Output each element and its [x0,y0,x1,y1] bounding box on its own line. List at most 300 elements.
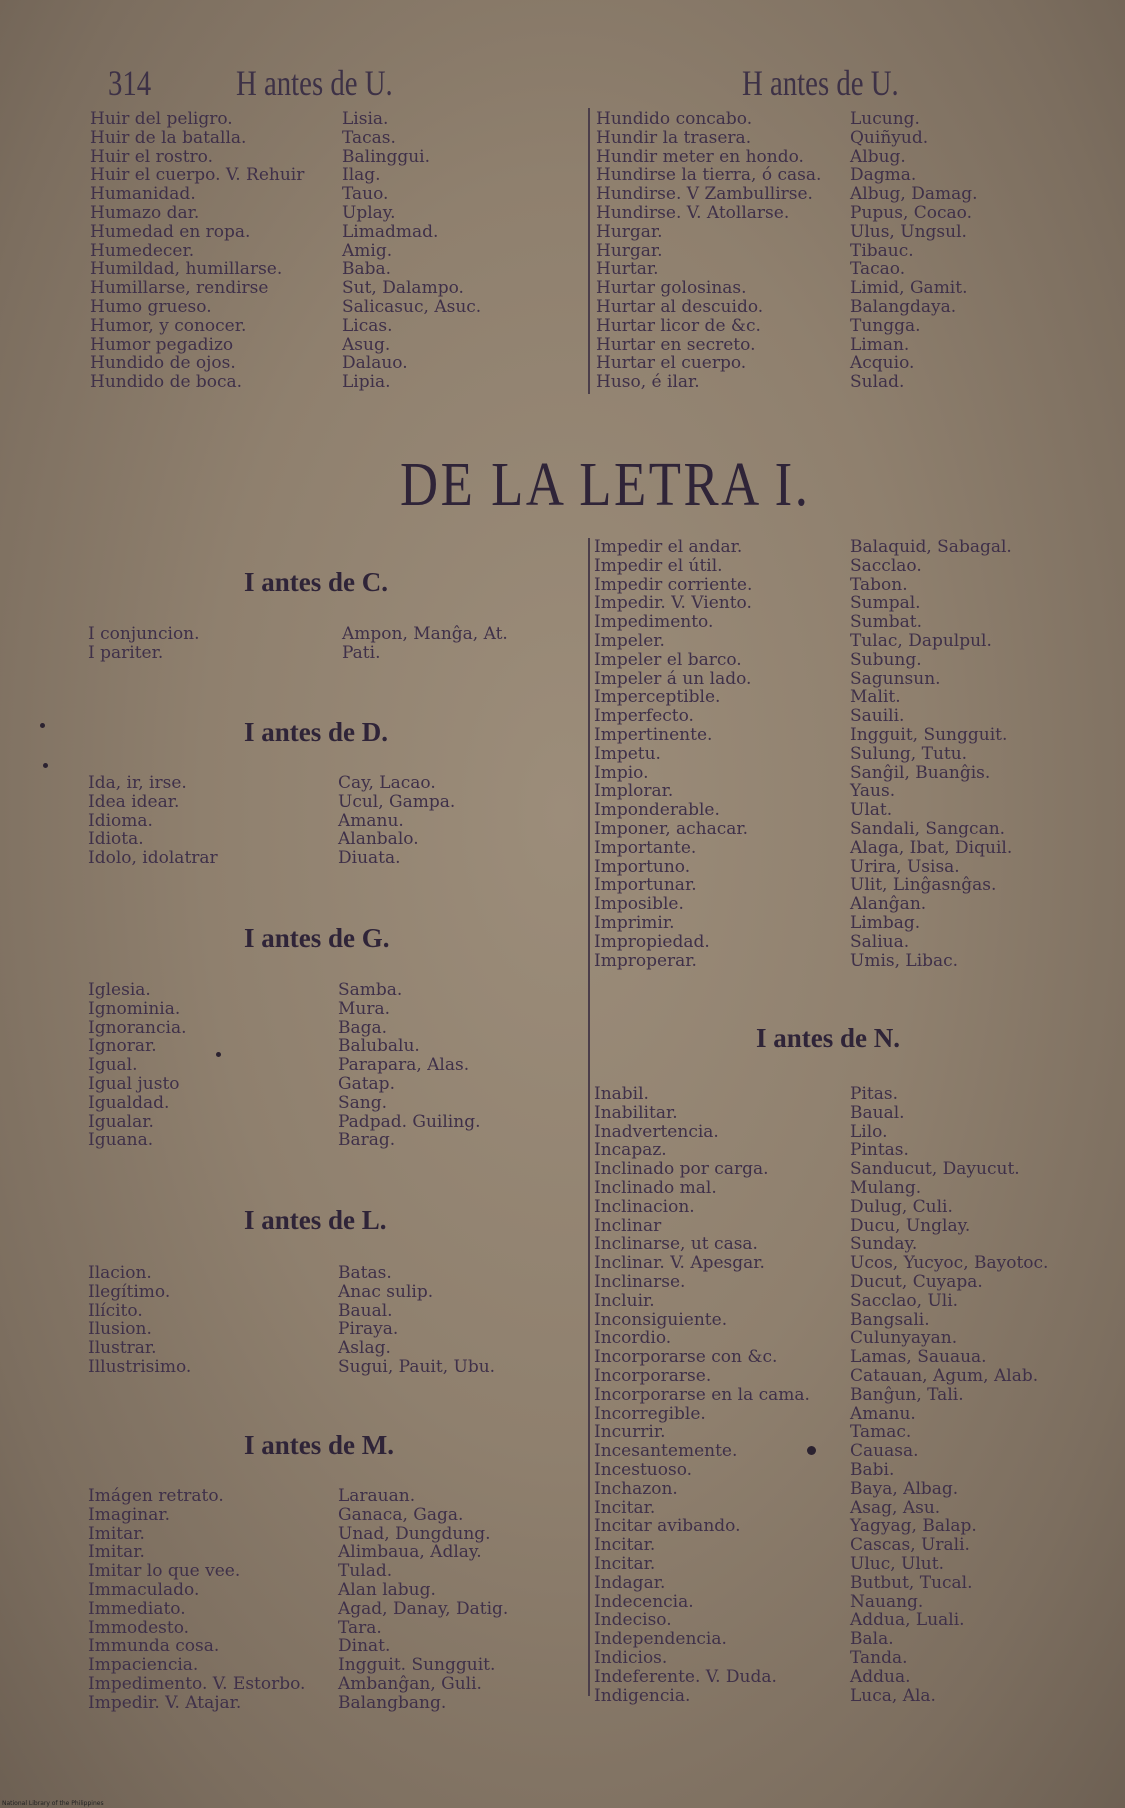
entry-translation: Alan labug. [338,1579,436,1600]
entry-row [88,830,578,849]
entry-translation: Ilag. [342,165,381,186]
entry-translation: Tamac. [850,1422,912,1443]
entry-row [594,557,1114,576]
entry-term: Indeciso. [594,1610,672,1631]
entry-translation: Urira, Usisa. [850,856,960,877]
entry-term: Indicios. [594,1647,668,1668]
entry-row [594,726,1114,745]
entry-translation: Tacas. [342,127,396,148]
entry-row [594,1311,1114,1330]
library-footer: National Library of the Philippines [2,1800,104,1807]
entry-term: Importunar. [594,875,697,896]
entry-term: Imponderable. [594,800,720,821]
entry-row [594,688,1114,707]
entry-row [90,223,580,242]
entry-term: Indecencia. [594,1591,694,1612]
entry-translation: Luca, Ala. [850,1685,936,1706]
entry-row [594,651,1114,670]
entry-translation: Banĝun, Tali. [850,1384,964,1405]
heading-i-antes-de-n: I antes de N. [756,1023,901,1053]
entry-row [594,613,1114,632]
entry-term: Iglesia. [88,980,151,1000]
entry-translation: Quiñyud. [850,127,929,148]
entry-term: Hurtar en secreto. [596,334,756,355]
entry-translation: Liman. [850,334,910,355]
entry-translation: Malit. [850,687,901,708]
entry-translation: Lilo. [850,1121,888,1142]
section-m-entries [88,1487,578,1713]
entry-term: Incitar avibando. [594,1516,741,1537]
entry-translation: Lamas, Sauaua. [850,1347,987,1368]
entry-term: Hundir la trasera. [596,127,752,148]
entry-translation: Amanu. [338,810,404,831]
letter-title: DE LA LETRA I. [400,451,811,519]
entry-row [88,1619,578,1638]
entry-translation: Licas. [342,315,393,336]
entry-term: Inclinarse, ut casa. [594,1234,758,1255]
entry-row [88,625,578,644]
entry-translation: Asug. [342,334,391,355]
entry-translation: Addua. [850,1666,911,1687]
entry-translation: Ambanĝan, Guli. [338,1673,482,1694]
entry-term: Importante. [594,837,697,858]
entry-row [594,820,1114,839]
entry-row [88,1019,578,1038]
entry-term: Impio. [594,762,649,783]
entry-term: Impeler. [594,630,665,651]
entry-term: Indigencia. [594,1685,691,1706]
entry-row [594,707,1114,726]
entry-translation: Tabon. [850,574,908,595]
entry-term: Hurtar. [596,259,659,280]
entry-term: Humor pegadizo [90,334,234,355]
entry-translation: Pati. [342,642,381,663]
section-m-continued-entries [594,538,1114,970]
entry-translation: Gatap. [338,1073,395,1094]
entry-translation: Cascas, Urali. [850,1535,970,1556]
entry-row [88,1264,578,1283]
ink-speck [40,723,45,728]
entry-row [594,632,1114,651]
entry-row [594,1555,1114,1574]
entry-term: Igualdad. [88,1092,170,1113]
entry-row [594,1235,1114,1254]
entry-translation: Uplay. [342,202,396,223]
entry-translation: Addua, Luali. [850,1610,965,1631]
entry-translation: Baual. [338,1300,393,1321]
entry-term: Ignominia. [88,998,181,1019]
entry-translation: Sanĝil, Buanĝis. [850,762,991,783]
entry-term: Impeler el barco. [594,649,742,670]
entry-row [594,1442,1114,1461]
entry-term: Imitar. [88,1523,145,1544]
entry-term: Ilustrar. [88,1338,157,1359]
entry-term: Inclinado mal. [594,1177,717,1198]
entry-translation: Unad, Dungdung. [338,1523,491,1544]
entry-translation: Balinggui. [342,146,431,167]
entry-translation: Subung. [850,649,922,670]
entry-row [594,933,1114,952]
entry-row [88,1694,578,1713]
entry-row [596,354,1116,373]
entry-translation: Bangsali. [850,1309,930,1330]
entry-term: Huir el cuerpo. V. Rehuir [90,165,305,186]
entry-row [594,1254,1114,1273]
entry-translation: Alaga, Ibat, Diquil. [850,837,1013,858]
entry-term: Hundido concabo. [596,109,753,129]
entry-translation: Limbag. [850,912,921,933]
entry-row [594,1273,1114,1292]
entry-translation: Lipia. [342,372,391,393]
entry-translation: Pitas. [850,1084,898,1104]
entry-translation: Sunday. [850,1234,918,1255]
entry-translation: Alanĝan. [850,894,927,915]
entry-translation: Sumpal. [850,593,921,614]
entry-translation: Sumbat. [850,612,922,633]
entry-row [596,129,1116,148]
entry-term: Incesantemente. [594,1441,738,1462]
entry-translation: Sacclao. [850,555,922,576]
entry-term: Importuno. [594,856,691,877]
entry-translation: Ucul, Gampa. [338,791,456,812]
entry-translation: Amig. [342,240,393,261]
entry-translation: Pupus, Cocao. [850,202,972,223]
entry-translation: Butbut, Tucal. [850,1572,973,1593]
entry-term: Hurtar golosinas. [596,278,747,299]
h-right-column [596,110,1116,392]
entry-term: Imitar lo que vee. [88,1561,241,1582]
entry-translation: Piraya. [338,1319,399,1340]
entry-translation: Dalauo. [342,353,408,374]
entry-translation: Limid, Gamit. [850,278,968,299]
entry-term: Hundido de ojos. [90,353,236,374]
running-head-right: H antes de U. [742,63,899,103]
entry-translation: Catauan, Agum, Alab. [850,1365,1039,1386]
entry-row [594,1123,1114,1142]
entry-translation: Lucung. [850,109,920,129]
entry-term: Hurtar al descuido. [596,296,764,317]
entry-term: I pariter. [88,642,164,663]
entry-row [594,1668,1114,1687]
entry-row [90,204,580,223]
entry-row [594,576,1114,595]
entry-row [594,876,1114,895]
entry-translation: Umis, Libac. [850,950,959,971]
entry-row [596,185,1116,204]
entry-row [594,952,1114,971]
entry-row [594,1649,1114,1668]
entry-term: Inabilitar. [594,1102,678,1123]
entry-translation: Tulac, Dapulpul. [850,630,992,651]
entry-term: Inclinarse. [594,1271,686,1292]
entry-row [88,1283,578,1302]
entry-term: Imposible. [594,894,684,915]
entry-translation: Salicasuc, Asuc. [342,296,482,317]
entry-term: Incitar. [594,1553,656,1574]
entry-translation: Ampon, Manĝa, At. [342,624,508,644]
entry-row [594,1611,1114,1630]
entry-row [594,1461,1114,1480]
entry-row [90,185,580,204]
entry-translation: Baual. [850,1102,905,1123]
entry-term: Huir de la batalla. [90,127,247,148]
entry-term: Inclinacion. [594,1196,695,1217]
entry-row [594,1348,1114,1367]
entry-row [594,1141,1114,1160]
entry-term: Impropiedad. [594,931,710,952]
entry-term: Hundirse. V Zambullirse. [596,184,813,205]
entry-term: Inclinar. V. Apesgar. [594,1253,765,1274]
entry-row [594,594,1114,613]
entry-row [594,1423,1114,1442]
entry-row [90,242,580,261]
entry-translation: Sulad. [850,372,905,393]
column-divider-top [588,108,590,394]
entry-translation: Sang. [338,1092,388,1113]
entry-term: Humo grueso. [90,296,212,317]
entry-row [596,204,1116,223]
entry-row [88,1037,578,1056]
entry-term: Ilícito. [88,1300,143,1321]
entry-row [88,1506,578,1525]
entry-row [594,1593,1114,1612]
entry-row [88,1320,578,1339]
entry-term: Ida, ir, irse. [88,773,187,793]
entry-translation: Asag, Asu. [850,1497,941,1518]
entry-row [594,1198,1114,1217]
entry-translation: Tanda. [850,1647,908,1668]
entry-term: Ignorancia. [88,1017,187,1038]
entry-term: Hundirse. V. Atollarse. [596,202,790,223]
entry-row [88,1562,578,1581]
entry-translation: Agad, Danay, Datig. [338,1598,509,1619]
entry-term: Impaciencia. [88,1655,199,1676]
entry-translation: Aslag. [338,1338,391,1359]
entry-translation: Barag. [338,1130,396,1151]
entry-row [594,839,1114,858]
entry-term: Huso, é ilar. [596,372,700,393]
entry-row [88,1656,578,1675]
entry-row [88,774,578,793]
entry-translation: Alanbalo. [338,829,419,850]
entry-term: Inclinar [594,1215,662,1236]
entry-translation: Anac sulip. [338,1281,434,1302]
entry-row [594,1329,1114,1348]
entry-term: Hurgar. [596,240,663,261]
entry-term: Incurrir. [594,1422,666,1443]
entry-term: Impedir el útil. [594,555,723,576]
entry-term: Idea idear. [88,791,180,812]
entry-translation: Padpad. Guiling. [338,1111,481,1132]
entry-row [594,1405,1114,1424]
entry-term: I conjuncion. [88,624,200,644]
entry-translation: Culunyayan. [850,1328,958,1349]
entry-term: Incluir. [594,1290,655,1311]
entry-translation: Tibauc. [850,240,914,261]
section-n-entries [594,1085,1114,1705]
entry-row [90,373,580,392]
section-c-entries [88,625,578,663]
entry-term: Idiota. [88,829,144,850]
entry-term: Ilegítimo. [88,1281,171,1302]
entry-term: Impedir el andar. [594,537,743,557]
entry-term: Incorporarse en la cama. [594,1384,810,1405]
entry-term: Imponer, achacar. [594,818,749,839]
entry-translation: Tulad. [338,1561,393,1582]
entry-term: Incitar. [594,1497,656,1518]
entry-translation: Dinat. [338,1636,391,1657]
entry-row [88,1581,578,1600]
entry-translation: Cauasa. [850,1441,919,1462]
entry-term: Improperar. [594,950,697,971]
heading-i-antes-de-m: I antes de M. [244,1430,394,1460]
entry-row [88,793,578,812]
entry-translation: Baya, Albag. [850,1478,959,1499]
section-g-entries [88,981,578,1150]
entry-row [596,336,1116,355]
section-l-entries [88,1264,578,1377]
entry-translation: Ingguit, Sungguit. [850,724,1008,745]
entry-translation: Tara. [338,1617,382,1638]
entry-term: Imperceptible. [594,687,721,708]
entry-term: Incestuoso. [594,1459,693,1480]
entry-row [596,298,1116,317]
entry-translation: Uluc, Ulut. [850,1553,944,1574]
entry-translation: Limadmad. [342,221,439,242]
entry-row [88,812,578,831]
entry-translation: Sacclao, Uli. [850,1290,959,1311]
entry-term: Indagar. [594,1572,666,1593]
entry-translation: Tacao. [850,259,906,280]
entry-translation: Sanducut, Dayucut. [850,1159,1020,1180]
entry-row [594,1367,1114,1386]
entry-row [594,745,1114,764]
entry-translation: Pintas. [850,1140,909,1161]
entry-row [88,1525,578,1544]
entry-term: Idolo, idolatrar [88,848,218,869]
entry-row [594,1517,1114,1536]
entry-row [596,166,1116,185]
entry-row [594,1480,1114,1499]
entry-term: Imágen retrato. [88,1486,224,1506]
entry-row [594,1104,1114,1123]
entry-term: Inchazon. [594,1478,678,1499]
entry-translation: Lisia. [342,109,389,129]
entry-translation: Ducut, Cuyapa. [850,1271,983,1292]
entry-translation: Mura. [338,998,391,1019]
ink-speck [216,1052,221,1057]
heading-i-antes-de-c: I antes de C. [244,567,389,597]
entry-translation: Albug, Damag. [850,184,978,205]
entry-term: Ilusion. [88,1319,152,1340]
entry-row [90,129,580,148]
entry-term: Igualar. [88,1111,154,1132]
entry-row [90,166,580,185]
entry-row [594,782,1114,801]
entry-term: Impedir. V. Atajar. [88,1692,242,1713]
entry-term: Hurgar. [596,221,663,242]
entry-translation: Larauan. [338,1486,416,1506]
entry-translation: Ganaca, Gaga. [338,1504,464,1525]
entry-translation: Mulang. [850,1177,922,1198]
entry-row [596,242,1116,261]
entry-term: Illustrisimo. [88,1356,192,1377]
entry-translation: Diuata. [338,848,401,869]
entry-row [88,1600,578,1619]
heading-i-antes-de-l: I antes de L. [244,1205,387,1235]
entry-term: Imprimir. [594,912,675,933]
entry-translation: Dagma. [850,165,917,186]
entry-row [88,1131,578,1150]
entry-term: Incitar. [594,1535,656,1556]
entry-translation: Dulug, Culi. [850,1196,953,1217]
entry-term: Incordio. [594,1328,672,1349]
entry-row [594,1292,1114,1311]
entry-term: Humor, y conocer. [90,315,247,336]
entry-row [594,1085,1114,1104]
entry-row [90,110,580,129]
entry-row [596,223,1116,242]
entry-row [596,373,1116,392]
entry-term: Imitar. [88,1542,145,1563]
entry-row [88,1358,578,1377]
entry-row [594,1574,1114,1593]
entry-translation: Saliua. [850,931,910,952]
entry-row [88,1543,578,1562]
entry-term: Ilacion. [88,1263,152,1283]
entry-term: Incorregible. [594,1403,706,1424]
entry-translation: Albug. [850,146,906,167]
entry-row [88,1000,578,1019]
entry-translation: Cay, Lacao. [338,773,436,793]
entry-row [596,110,1116,129]
entry-translation: Sagunsun. [850,668,941,689]
entry-row [594,895,1114,914]
entry-translation: Ducu, Unglay. [850,1215,971,1236]
entry-translation: Yagyag, Balap. [850,1516,977,1537]
section-d-entries [88,774,578,868]
entry-translation: Batas. [338,1263,392,1283]
entry-translation: Bala. [850,1629,894,1650]
entry-translation: Babi. [850,1459,895,1480]
entry-row [88,1056,578,1075]
entry-row [596,148,1116,167]
entry-term: Humanidad. [90,184,196,205]
entry-row [90,298,580,317]
entry-term: Immodesto. [88,1617,190,1638]
entry-translation: Alimbaua, Adlay. [338,1542,482,1563]
entry-term: Humillarse, rendirse [90,278,269,299]
entry-term: Igual. [88,1055,138,1076]
entry-row [594,764,1114,783]
entry-translation: Parapara, Alas. [338,1055,470,1076]
ink-speck [43,763,48,768]
entry-translation: Amanu. [850,1403,916,1424]
entry-term: Immediato. [88,1598,186,1619]
entry-term: Humedad en ropa. [90,221,251,242]
entry-translation: Balangbang. [338,1692,447,1713]
entry-row [594,1217,1114,1236]
entry-row [88,1339,578,1358]
entry-translation: Ulus, Ungsul. [850,221,967,242]
entry-term: Humedecer. [90,240,195,261]
entry-term: Hundirse la tierra, ó casa. [596,165,822,186]
entry-term: Impertinente. [594,724,713,745]
entry-row [88,1094,578,1113]
entry-row [90,354,580,373]
entry-term: Huir el rostro. [90,146,214,167]
entry-term: Inclinado por carga. [594,1159,769,1180]
